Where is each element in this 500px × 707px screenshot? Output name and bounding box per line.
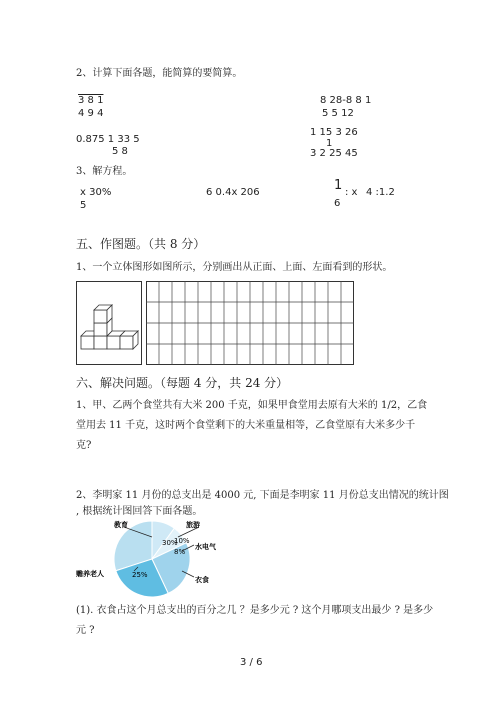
section6-title: 六、解决问题。（每题 4 分，共 24 分） [76,376,289,390]
page-number: 3 / 6 [240,657,263,668]
q3-eq3-denominator: 6 [334,198,341,209]
section6-sub1-line1: (1). 衣食占这个月总支出的百分之几 ？是多少元 ? 这个月哪项支出最少 ? 是多少 [76,605,434,616]
section6-q2-line1: 2、李明家 11 月份的总支出是 4000 元, 下面是李明家 11 月份总支出情况的统计图 [76,490,449,501]
q2-expr2-bottom: 5 5 12 [322,108,354,119]
section6-q1-line3: 克? [76,440,92,451]
pie-label-education: 教育 [114,520,128,529]
expense-pie-chart [74,519,234,599]
section6-q1-line1: 1、甲、乙两个食堂共有大米 200 千克，如果甲食堂用去原有大米的 1/2，乙食 [76,400,428,411]
q2-expr4-mid: 1 [326,138,333,149]
pie-pct-elderly: 25% [132,571,148,579]
q3-eq3-numerator: 1 [334,178,343,193]
section5-q1: 1、一个立体图形如图所示，分别画出从正面、上面、左面看到的形状。 [76,262,393,273]
pie-pct-travel: 10% [174,537,190,545]
q3-eq1-bottom: 5 [80,200,87,211]
q3-eq1-top: x 30% [80,187,112,198]
pie-label-elderly: 赡养老人 [76,569,104,578]
section6-q1-line2: 堂用去 11 千克，这时两个食堂剩下的大米重量相等，乙食堂原有大米多少千 [76,420,416,431]
section6-sub1-line2: 元 ? [76,625,95,636]
q3-eq3-ratio: 4 :1.2 [366,187,395,198]
q2-expr3-top: 0.875 1 33 5 [76,134,140,145]
q2-heading: 2、计算下面各题，能简算的要简算。 [76,68,243,79]
pie-pct-education: 30% [162,539,178,547]
section6-q2-line2: , 根据统计图回答下面各题。 [76,506,203,517]
pie-label-utilities: 水电气 [195,542,216,551]
pie-pct-utilities: 8% [174,548,186,556]
q2-expr1-top: 3 8 1 [78,95,104,106]
q2-expr2-top: 8 28-8 8 1 [320,95,372,106]
drawing-grid [146,281,354,365]
q2-expr1-bottom: 4 9 4 [78,108,104,119]
pie-label-travel: 旅游 [186,520,200,529]
q3-eq3-x: : x [345,187,358,198]
cube-figure [76,281,142,365]
q2-expr4-top: 1 15 3 26 [310,127,358,138]
section5-title: 五、作图题。（共 8 分） [76,237,206,251]
q3-eq2: 6 0.4x 206 [206,187,260,198]
q2-expr4-bottom: 3 2 25 45 [310,148,358,159]
q3-heading: 3、解方程。 [76,166,133,177]
q2-expr3-bottom: 5 8 [112,146,128,157]
pie-label-food: 衣食 [195,575,209,584]
